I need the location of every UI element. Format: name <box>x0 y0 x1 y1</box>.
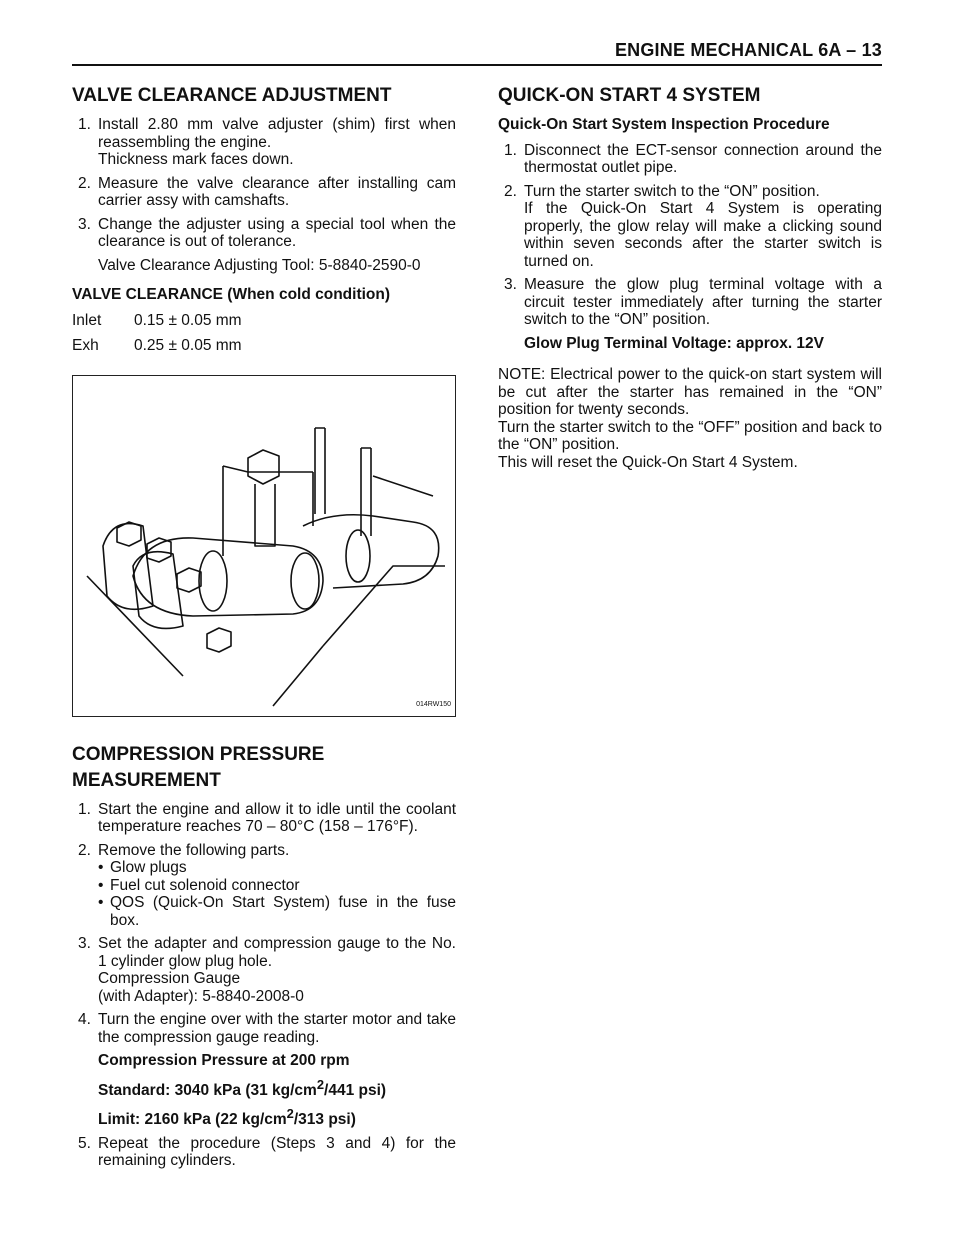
right-column <box>498 84 882 471</box>
quick-steps-list <box>498 142 882 353</box>
list-item <box>498 276 882 352</box>
step-text: (with Adapter): 5-8840-2008-0 <box>98 987 304 1005</box>
step-text: If the Quick-On Start 4 System is operating properly, the glow relay will make a clicking sound within seven seconds after the starter switch is turned on. <box>524 200 882 270</box>
parts-list <box>98 859 456 929</box>
list-item <box>498 183 882 271</box>
compression-standard: Standard: 3040 kPa (31 $kg/cm^2/441$ psi) <box>98 1076 387 1099</box>
compression-spec-title: Compression Pressure at 200 rpm <box>98 1052 350 1069</box>
compression-heading-line1: COMPRESSION PRESSURE <box>72 743 325 765</box>
list-item: • Glow plugs <box>98 859 456 877</box>
note-text: NOTE: Electrical power to the quick-on start system will be cut after the starter has remained in the “ON” position for twenty seconds. <box>498 366 882 418</box>
inspection-procedure-subheading: Quick-On Start System Inspection Procedure <box>498 116 830 133</box>
valve-clearance-heading: VALVE CLEARANCE ADJUSTMENT <box>72 85 392 106</box>
list-item <box>72 216 456 275</box>
step-number: 1. <box>78 116 91 133</box>
note-text: Turn the starter switch to the “OFF” position and back to the “ON” position. <box>498 418 882 453</box>
step-text: Thickness mark faces down. <box>98 151 294 168</box>
step-text: Measure the glow plug terminal voltage with a circuit tester immediately after turning the starter switch to the “ON” position. <box>524 276 882 328</box>
list-item <box>72 1135 456 1170</box>
compression-limit: Limit: 2160 kPa (22 $kg/cm^2/313$ psi) <box>98 1106 356 1129</box>
tool-number: Valve Clearance Adjusting Tool: 5-8840-2590-0 <box>98 256 421 274</box>
step-text: Compression Gauge <box>98 970 241 987</box>
step-text: Repeat the procedure (Steps 3 and 4) for the remaining cylinders. <box>98 1134 456 1170</box>
list-item: • QOS (Quick-On Start System) fuse in the fuse box. <box>98 894 456 929</box>
step-text: Install 2.80 mm valve adjuster (shim) first when reassembling the engine. <box>98 116 456 151</box>
step-number: 3. <box>504 276 517 293</box>
list-item <box>72 1011 456 1129</box>
step-text: Measure the valve clearance after installing cam carrier assy with camshafts. <box>98 174 456 209</box>
valve-steps-list <box>72 116 456 274</box>
left-column <box>72 84 456 1176</box>
voltage-spec: Glow Plug Terminal Voltage: approx. 12V <box>524 334 825 352</box>
list-item: • Fuel cut solenoid connector <box>98 877 456 895</box>
step-number: 2. <box>78 174 91 192</box>
spec-label: Exh <box>72 337 99 354</box>
valve-adjuster-illustration <box>72 375 456 717</box>
header-rule <box>72 64 882 66</box>
compression-steps-list <box>72 801 456 1170</box>
list-item <box>72 175 456 210</box>
compression-heading-line2: MEASUREMENT <box>72 769 221 791</box>
list-item <box>72 801 456 836</box>
list-item <box>498 142 882 177</box>
spec-value: 0.15 ± 0.05 mm <box>134 311 242 329</box>
note-block <box>498 366 882 471</box>
page-header-title: ENGINE MECHANICAL 6A – 13 <box>614 40 882 60</box>
step-text: Change the adjuster using a special tool when the clearance is out of tolerance. <box>98 215 456 250</box>
step-number: 4. <box>78 1011 91 1028</box>
step-text: Turn the starter switch to the “ON” position. <box>524 182 820 200</box>
spec-label: Inlet <box>72 311 102 329</box>
step-text: Disconnect the ECT-sensor connection around the thermostat outlet pipe. <box>524 141 882 176</box>
step-number: 1. <box>78 800 91 818</box>
list-item <box>72 116 456 169</box>
quick-on-start-heading: QUICK-ON START 4 SYSTEM <box>498 85 761 106</box>
step-number: 2. <box>504 182 517 200</box>
valve-clearance-spec-title: VALVE CLEARANCE (When cold condition) <box>72 286 391 303</box>
list-item <box>72 842 456 930</box>
spec-value: 0.25 ± 0.05 mm <box>134 337 242 354</box>
step-number: 5. <box>78 1134 91 1152</box>
step-number: 1. <box>504 141 517 159</box>
step-text: Set the adapter and compression gauge to the No. 1 cylinder glow plug hole. <box>98 935 456 970</box>
step-number: 2. <box>78 841 91 859</box>
note-text: This will reset the Quick-On Start 4 System. <box>498 453 798 471</box>
step-text: Remove the following parts. <box>98 841 290 859</box>
step-number: 3. <box>78 215 91 233</box>
camshaft-tool-drawing <box>73 376 455 716</box>
step-number: 3. <box>78 935 91 952</box>
step-text: Start the engine and allow it to idle until the coolant temperature reaches 70 – 80°C (158 – 176°F). <box>98 800 456 835</box>
list-item <box>72 935 456 1005</box>
step-text: Turn the engine over with the starter motor and take the compression gauge reading. <box>98 1011 456 1046</box>
spec-row-inlet <box>72 312 456 330</box>
figure-code: 014RW150 <box>416 701 451 708</box>
spec-row-exhaust <box>72 337 456 355</box>
